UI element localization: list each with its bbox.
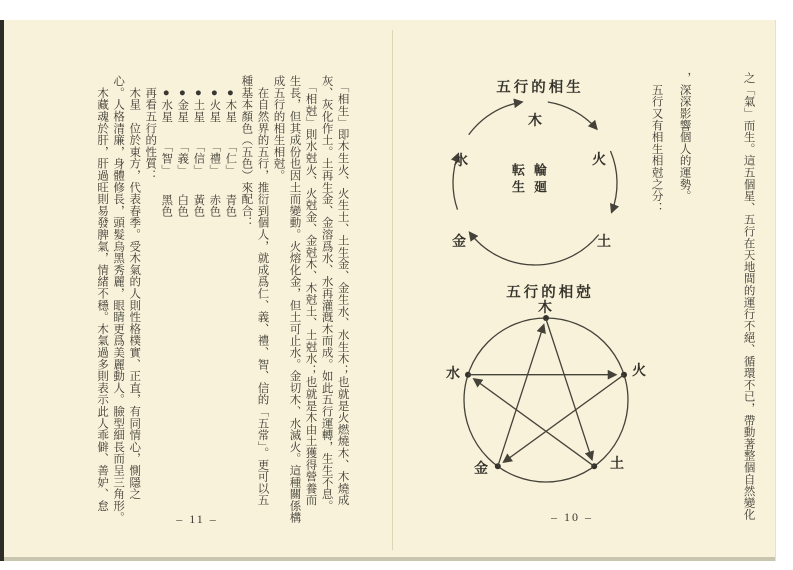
center-word-rinne: 輪廻 <box>532 163 547 197</box>
element-label-water: 水 <box>446 367 460 382</box>
element-label-earth: 土 <box>610 457 624 472</box>
body-text-column: 木藏魂於肝，肝過旺則易發脾氣，情緒不穩。木氣過多則表示此人乖僻、善妒、怠 <box>96 75 109 512</box>
body-text-column: 心。人格清廉，身體修長，頭髮烏黑秀麗，眼睛更爲美麗動人。臉型細長而呈三角形。 <box>112 75 125 524</box>
sheng-diagram-title: 五行的相生 <box>496 80 584 96</box>
body-text-column: 灰、灰化作土。土再生金、金溶爲水、水再灌漑木而成。如此五行運轉，生生不息。 <box>320 75 333 512</box>
list-item-earth-star: ●土星 「信」 黃色 <box>192 75 205 218</box>
body-text-column: 五行又有相生相尅之分： <box>650 72 663 214</box>
list-item-fire-star: ●火星 「禮」 赤色 <box>208 75 221 218</box>
page-bottom-edge-shadow <box>4 557 775 561</box>
body-text-column: 「相尅」則水尅火、火尅金、金尅木、木尅土、土尅水；也就是木由土獲得營養而 <box>304 75 317 506</box>
page-number-10: – 10 – <box>551 510 593 524</box>
page-left-edge-shadow <box>0 20 4 561</box>
center-word-tensei: 転生 <box>510 163 525 197</box>
page-right-edge <box>775 20 776 561</box>
body-text-column: 「相生」即木生火、火生土、土生金、金生水、水生木；也就是火燃燒木、木燒成 <box>336 75 349 506</box>
element-label-fire: 火 <box>592 153 606 168</box>
element-label-metal: 金 <box>474 462 488 477</box>
element-label-wood: 木 <box>528 114 542 129</box>
vertical-text-block <box>92 75 352 523</box>
element-label-earth: 土 <box>597 235 611 250</box>
ke-diagram-title: 五行的相尅 <box>506 285 594 301</box>
list-item-metal-star: ●金星 「義」 白色 <box>176 75 189 218</box>
body-text-column: 在自然界的五行，推衍到個人，就成爲仁、義、禮、智、信的「五常」。更可以五 <box>256 75 269 506</box>
body-text-column: ，深深影響個人的運勢。 <box>678 72 691 202</box>
body-text-column: 之「氣」而生。這五個星、五行在天地間的運行不絕、循環不已，帶動著整個自然變化 <box>742 72 755 521</box>
element-label-metal: 金 <box>452 235 466 250</box>
body-text-column: 成五行的相生相尅。 <box>272 75 285 182</box>
element-label-fire: 火 <box>632 364 646 379</box>
book-page-spread <box>0 20 776 561</box>
body-text-column: 木星 位於東方，代表春季。受木氣的人則性格樸實、正直，有同情心，惻隱之 <box>128 75 141 500</box>
page-number-11: – 11 – <box>176 512 218 526</box>
body-text-column: 再看五行的性質： <box>144 75 157 182</box>
element-label-water: 水 <box>454 154 468 169</box>
list-item-wood-star: ●木星 「仁」 青色 <box>224 75 237 218</box>
body-text-column: 生長，但其成份也因土而變動。火熔化金，但土可止水。金切木、水滅火。這種關係構 <box>288 75 301 524</box>
page-gutter-line <box>392 30 393 550</box>
element-label-wood: 木 <box>538 301 552 316</box>
body-text-column: 種基本顏色（五色）來配合： <box>240 75 253 229</box>
list-item-water-star: ●水星 「智」 黑色 <box>160 75 173 218</box>
